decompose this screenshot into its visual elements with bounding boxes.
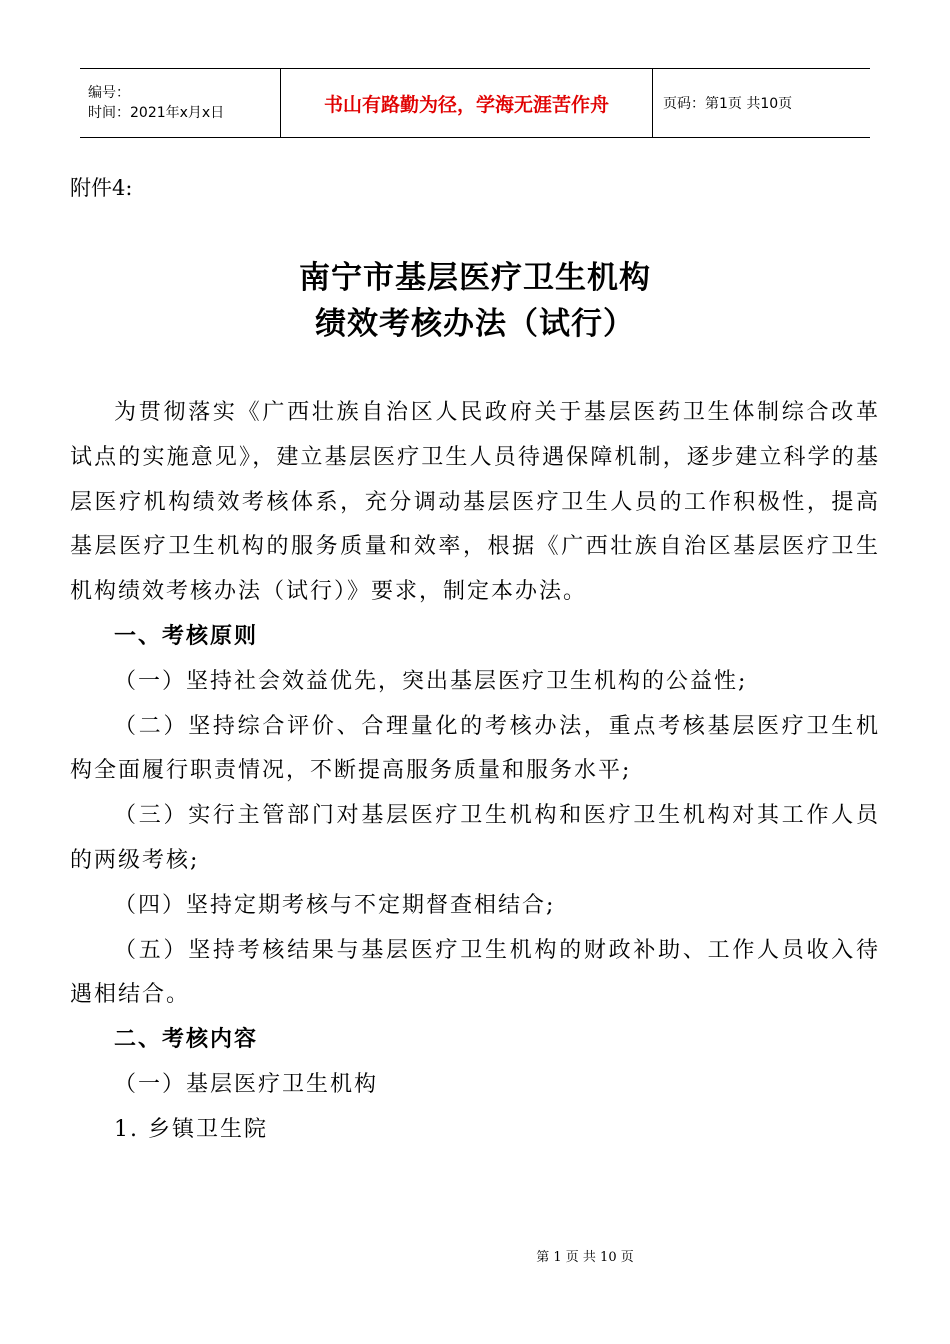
page-footer: 第 1 页 共 10 页 bbox=[536, 1250, 634, 1265]
page-header bbox=[80, 68, 870, 138]
principle-item: （五）坚持考核结果与基层医疗卫生机构的财政补助、工作人员收入待遇相结合。 bbox=[70, 937, 880, 1008]
principle-item: （二）坚持综合评价、合理量化的考核办法，重点考核基层医疗卫生机构全面履行职责情况，不断提高服务质量和服务水平; bbox=[70, 713, 880, 784]
intro-paragraph: 为贯彻落实《广西壮族自治区人民政府关于基层医药卫生体制综合改革试点的实施意见》，建立基层医疗卫生人员待遇保障机制，逐步建立科学的基层医疗机构绩效考核体系，充分调动基层医疗卫生人员的工作积极性，提高基层医疗卫生机构的服务质量和效率，根据《广西壮族自治区基层医疗卫生机构绩效考核办法（试行）》要求，制定本办法。 bbox=[70, 400, 880, 605]
header-page-info: 页码：第1页 共10页 bbox=[663, 96, 793, 112]
attachment-label: 附件4: bbox=[70, 176, 133, 200]
section-heading-content: 二、考核内容 bbox=[114, 1027, 259, 1053]
section-heading-principles: 一、考核原则 bbox=[114, 623, 259, 649]
header-time-label: 时间：2021年x月x日 bbox=[88, 105, 225, 121]
document-title-line1: 南宁市基层医疗卫生机构 bbox=[299, 260, 651, 296]
document-body bbox=[70, 391, 880, 1153]
header-motto: 书山有路勤为径，学海无涯苦作舟 bbox=[280, 69, 653, 137]
principle-item: （四）坚持定期考核与不定期督查相结合; bbox=[114, 892, 556, 918]
list-item-township-hospital: 1. 乡镇卫生院 bbox=[114, 1116, 268, 1142]
sub-heading-institutions: （一）基层医疗卫生机构 bbox=[114, 1071, 379, 1097]
principle-item: （三）实行主管部门对基层医疗卫生机构和医疗卫生机构对其工作人员的两级考核; bbox=[70, 803, 880, 873]
principle-item: （一）坚持社会效益优先，突出基层医疗卫生机构的公益性; bbox=[114, 668, 748, 694]
header-code-label: 编号： bbox=[88, 85, 130, 101]
header-meta bbox=[80, 69, 280, 137]
document-title-line2: 绩效考核办法（试行） bbox=[315, 306, 635, 342]
